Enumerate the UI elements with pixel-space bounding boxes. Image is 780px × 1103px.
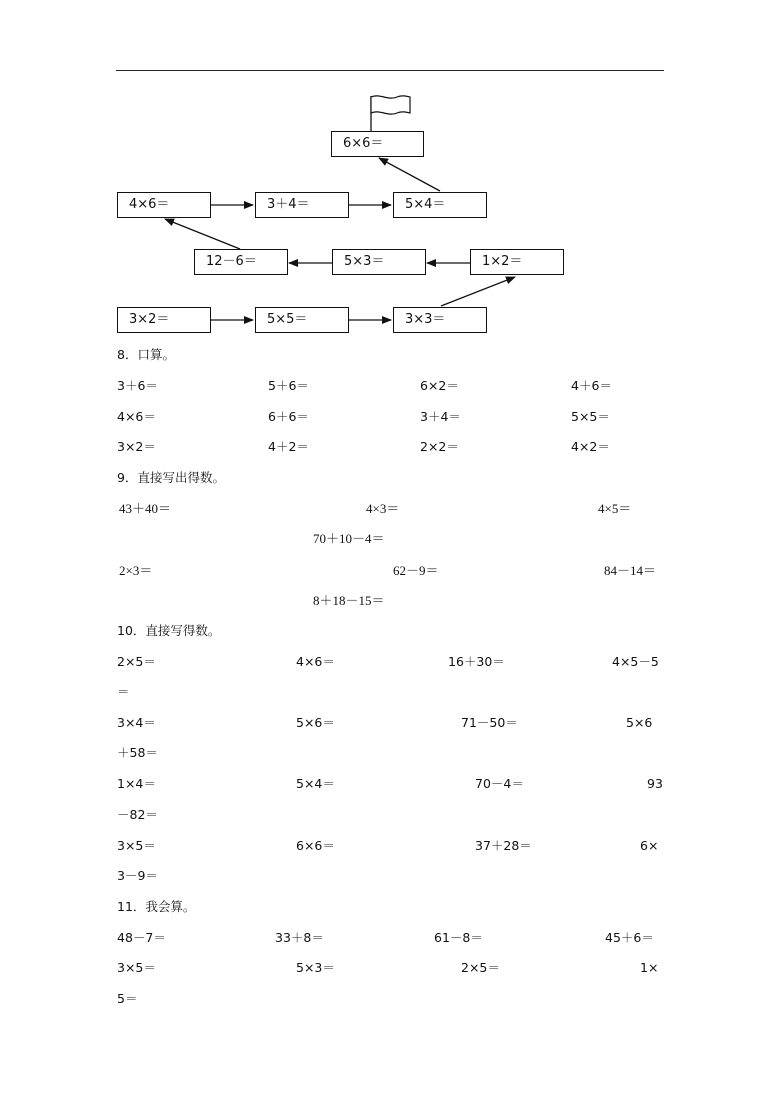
q8-item: 3×2＝ xyxy=(117,439,156,454)
q8-item: 6×2＝ xyxy=(420,378,459,393)
q8-title: 8．口算。 xyxy=(117,347,175,362)
q8-item: 3＋6＝ xyxy=(117,378,158,393)
q11-item: 1× xyxy=(640,960,659,975)
box-r3-3: 3×3＝ xyxy=(393,307,487,333)
q10-item: 5×6＝ xyxy=(296,715,335,730)
box-r1-2: 3＋4＝ xyxy=(255,192,349,218)
arrow-r3-up xyxy=(441,277,515,306)
box-r2-1: 12－6＝ xyxy=(194,249,288,275)
q10-item: 93 xyxy=(647,776,663,791)
box-r2-3: 1×2＝ xyxy=(470,249,564,275)
route-diagram xyxy=(0,0,780,340)
q8-item: 5×5＝ xyxy=(571,409,610,424)
q10-item: 4×5－5 xyxy=(612,654,659,669)
q10-item: 2×5＝ xyxy=(117,654,156,669)
q9-item: 84－14＝ xyxy=(604,563,657,578)
q9-item: 2×3＝ xyxy=(119,563,153,578)
q10-item: 3×5＝ xyxy=(117,838,156,853)
q11-title: 11．我会算。 xyxy=(117,899,196,914)
q8-item: 3＋4＝ xyxy=(420,409,461,424)
q11-item: 45＋6＝ xyxy=(605,930,654,945)
q9-item: 70＋10－4＝ xyxy=(313,531,385,546)
q11-item-wrap: 5＝ xyxy=(117,991,138,1006)
q9-item: 43＋40＝ xyxy=(119,501,172,516)
box-r3-2: 5×5＝ xyxy=(255,307,349,333)
q10-item-wrap: －82＝ xyxy=(117,807,158,822)
box-top: 6×6＝ xyxy=(331,131,424,157)
q8-item: 4＋6＝ xyxy=(571,378,612,393)
q10-item: 37＋28＝ xyxy=(475,838,532,853)
q10-item: 5×4＝ xyxy=(296,776,335,791)
flag-icon xyxy=(371,96,410,114)
q10-item-wrap: ＋58＝ xyxy=(117,745,158,760)
q10-item: 6× xyxy=(640,838,659,853)
q10-item-wrap: 3－9＝ xyxy=(117,868,158,883)
arrow-r2-up xyxy=(165,219,240,249)
box-r1-3: 5×4＝ xyxy=(393,192,487,218)
q9-item: 8＋18－15＝ xyxy=(313,593,385,608)
q9-item: 4×5＝ xyxy=(598,501,632,516)
q8-item: 4×6＝ xyxy=(117,409,156,424)
q8-item: 4＋2＝ xyxy=(268,439,309,454)
q11-item: 48－7＝ xyxy=(117,930,166,945)
q10-title: 10．直接写得数。 xyxy=(117,623,221,638)
q10-item-wrap: ＝ xyxy=(117,684,130,699)
box-r1-1: 4×6＝ xyxy=(117,192,211,218)
q9-title: 9．直接写出得数。 xyxy=(117,470,225,485)
q10-item: 70－4＝ xyxy=(475,776,524,791)
q11-item: 3×5＝ xyxy=(117,960,156,975)
q8-item: 6＋6＝ xyxy=(268,409,309,424)
q9-item: 4×3＝ xyxy=(366,501,400,516)
q11-item: 61－8＝ xyxy=(434,930,483,945)
q10-item: 71－50＝ xyxy=(461,715,518,730)
q8-item: 2×2＝ xyxy=(420,439,459,454)
box-r3-1: 3×2＝ xyxy=(117,307,211,333)
q8-item: 4×2＝ xyxy=(571,439,610,454)
q10-item: 6×6＝ xyxy=(296,838,335,853)
q10-item: 3×4＝ xyxy=(117,715,156,730)
box-r2-2: 5×3＝ xyxy=(332,249,426,275)
q10-item: 16＋30＝ xyxy=(448,654,505,669)
q8-item: 5＋6＝ xyxy=(268,378,309,393)
q9-item: 62－9＝ xyxy=(393,563,439,578)
arrow-to-top xyxy=(379,158,440,191)
q10-item: 5×6 xyxy=(626,715,653,730)
q11-item: 5×3＝ xyxy=(296,960,335,975)
q10-item: 4×6＝ xyxy=(296,654,335,669)
q10-item: 1×4＝ xyxy=(117,776,156,791)
q11-item: 2×5＝ xyxy=(461,960,500,975)
q11-item: 33＋8＝ xyxy=(275,930,324,945)
